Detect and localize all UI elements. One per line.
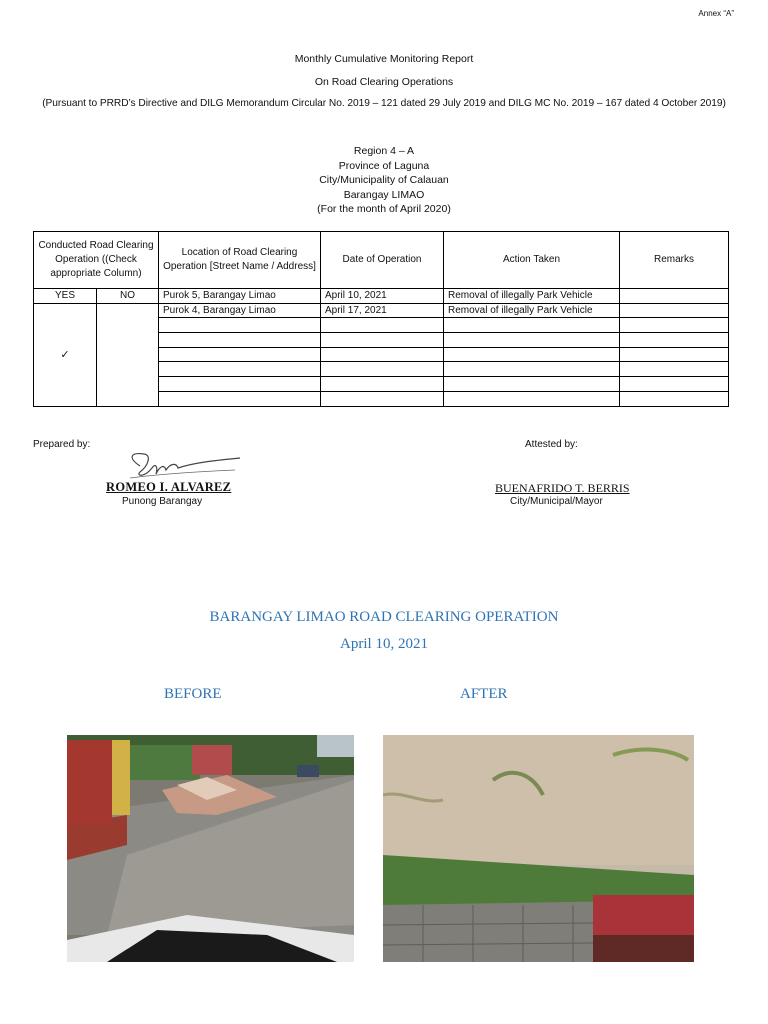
header-remarks: Remarks [620,232,729,289]
before-label: BEFORE [164,686,222,702]
row-location [159,347,321,362]
row-remarks [620,318,729,333]
row-date [321,333,444,348]
report-subtitle: On Road Clearing Operations [314,76,454,88]
row-remarks [620,391,729,406]
prepared-by-name: ROMEO I. ALVAREZ [106,480,232,494]
yes-column-label: YES [34,289,97,304]
row-date [321,347,444,362]
no-column-label: NO [97,289,159,304]
report-reference: (Pursuant to PRRD’s Directive and DILG Memorandum Circular No. 2019 – 121 dated 29 July 2019 and DILG MC No. 2019 – 167 dated 4 October 2019) [42,98,726,109]
row-action: Removal of illegally Park Vehicle [444,303,620,318]
row-date [321,362,444,377]
province-text: Province of Laguna [338,159,430,172]
row-date [321,377,444,392]
row-location [159,333,321,348]
row-date [321,391,444,406]
month-text: (For the month of April 2020) [317,203,451,216]
after-label: AFTER [460,686,508,702]
row-date [321,318,444,333]
barangay-text: Barangay LIMAO [343,188,425,201]
location-block [0,144,768,217]
row-action: Removal of illegally Park Vehicle [444,289,620,304]
row-action [444,391,620,406]
row-remarks [620,289,729,304]
attested-by-title: City/Municipal/Mayor [510,496,603,507]
after-photo [383,735,694,962]
header-action: Action Taken [444,232,620,289]
photo-section-date: April 10, 2021 [340,636,428,652]
row-action [444,377,620,392]
row-remarks [620,362,729,377]
header-conducted: Conducted Road Clearing Operation ((Check appropriate Column) [34,232,159,289]
row-remarks [620,303,729,318]
no-cell [97,303,159,406]
row-location [159,377,321,392]
city-text: City/Municipality of Calauan [319,174,449,187]
row-date: April 10, 2021 [321,289,444,304]
row-location [159,362,321,377]
attested-by-name: BUENAFRIDO T. BERRIS [495,481,630,495]
table-row [34,289,729,304]
row-remarks [620,347,729,362]
row-action [444,333,620,348]
row-remarks [620,333,729,348]
table-row [34,303,729,318]
row-location: Purok 4, Barangay Limao [159,303,321,318]
attested-by-label: Attested by: [525,439,578,450]
before-photo [67,735,354,962]
table-header-row [34,232,729,289]
header-location: Location of Road Clearing Operation [Street Name / Address] [159,232,321,289]
header-date: Date of Operation [321,232,444,289]
prepared-by-title: Punong Barangay [122,496,203,507]
yes-checkmark: ✓ [34,303,97,406]
row-action [444,347,620,362]
row-location: Purok 5, Barangay Limao [159,289,321,304]
report-table [33,231,729,407]
region-text: Region 4 – A [353,145,415,157]
row-location [159,318,321,333]
row-action [444,318,620,333]
row-remarks [620,377,729,392]
row-action [444,362,620,377]
photo-section-title: BARANGAY LIMAO ROAD CLEARING OPERATION [209,609,559,625]
report-title: Monthly Cumulative Monitoring Report [294,53,474,65]
annex-label: Annex “A” [698,9,734,18]
row-date: April 17, 2021 [321,303,444,318]
row-location [159,391,321,406]
prepared-by-label: Prepared by: [33,439,91,450]
